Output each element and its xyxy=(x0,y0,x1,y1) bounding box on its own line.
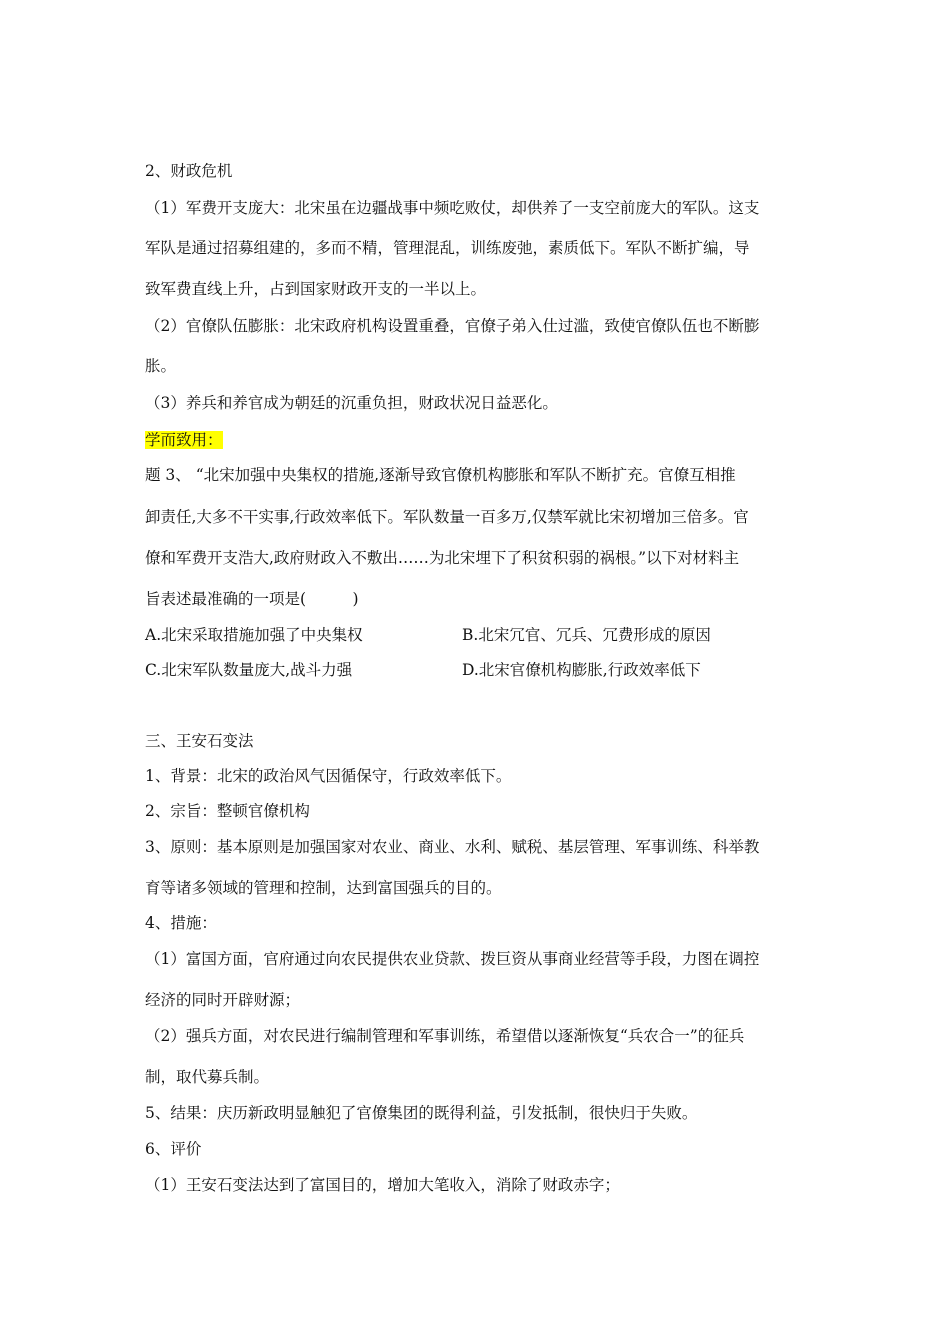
measure-line: （1）富国方面，官府通过向农民提供农业贷款、拨巨资从事商业经营等手段，力图在调控 xyxy=(145,950,760,968)
paragraph-line: 致军费直线上升，占到国家财政开支的一半以上。 xyxy=(145,280,487,298)
practice-label-line xyxy=(145,430,810,450)
reform-result: 5、结果：庆历新政明显触犯了官僚集团的既得利益，引发抵制，很快归于失败。 xyxy=(145,1104,698,1122)
paragraph-line: 胀。 xyxy=(145,357,177,375)
question-line: 旨表述最准确的一项是( ) xyxy=(145,590,359,608)
practice-label: 学而致用： xyxy=(145,431,223,449)
reform-background: 1、背景：北宋的政治风气因循保守，行政效率低下。 xyxy=(145,767,512,785)
option-b: B.北宋冗官、冗兵、冗费形成的原因 xyxy=(462,626,711,644)
measure-line: 经济的同时开辟财源； xyxy=(145,991,301,1009)
paragraph-line: （2）官僚队伍膨胀：北宋政府机构设置重叠，官僚子弟入仕过滥，致使官僚队伍也不断膨 xyxy=(145,317,760,335)
paragraph-line: （3）养兵和养官成为朝廷的沉重负担，财政状况日益恶化。 xyxy=(145,394,558,412)
reform-principle-line: 3、原则：基本原则是加强国家对农业、商业、水利、赋税、基层管理、军事训练、科举教 xyxy=(145,838,760,856)
section-heading-reform: 三、王安石变法 xyxy=(145,732,254,750)
reform-purpose: 2、宗旨：整顿官僚机构 xyxy=(145,802,310,820)
paragraph-line: （1）军费开支庞大：北宋虽在边疆战事中频吃败仗，却供养了一支空前庞大的军队。这支 xyxy=(145,199,760,217)
question-line: 卸责任,大多不干实事,行政效率低下。军队数量一百多万,仅禁军就比宋初增加三倍多。官 xyxy=(145,508,749,526)
question-line: 题 3、 “北宋加强中央集权的措施,逐渐导致官僚机构膨胀和军队不断扩充。官僚互相推 xyxy=(145,466,736,484)
reform-measures-heading: 4、措施： xyxy=(145,914,217,932)
paragraph-line: 军队是通过招募组建的，多而不精，管理混乱，训练废弛，素质低下。军队不断扩编，导 xyxy=(145,239,750,257)
evaluation-line: （1）王安石变法达到了富国目的，增加大笔收入，消除了财政赤字； xyxy=(145,1176,620,1194)
option-a: A.北宋采取措施加强了中央集权 xyxy=(145,626,363,644)
reform-evaluation-heading: 6、评价 xyxy=(145,1140,202,1158)
option-d: D.北宋官僚机构膨胀,行政效率低下 xyxy=(462,661,701,679)
measure-line: 制，取代募兵制。 xyxy=(145,1068,270,1086)
question-line: 僚和军费开支浩大,政府财政入不敷出……为北宋埋下了积贫积弱的祸根。”以下对材料主 xyxy=(145,549,740,567)
measure-line: （2）强兵方面，对农民进行编制管理和军事训练，希望借以逐渐恢复“兵农合一”的征兵 xyxy=(145,1027,745,1045)
option-c: C.北宋军队数量庞大,战斗力强 xyxy=(145,661,353,679)
reform-principle-line: 育等诸多领域的管理和控制，达到富国强兵的目的。 xyxy=(145,879,502,897)
section-heading-finance-crisis: 2、财政危机 xyxy=(145,162,233,180)
